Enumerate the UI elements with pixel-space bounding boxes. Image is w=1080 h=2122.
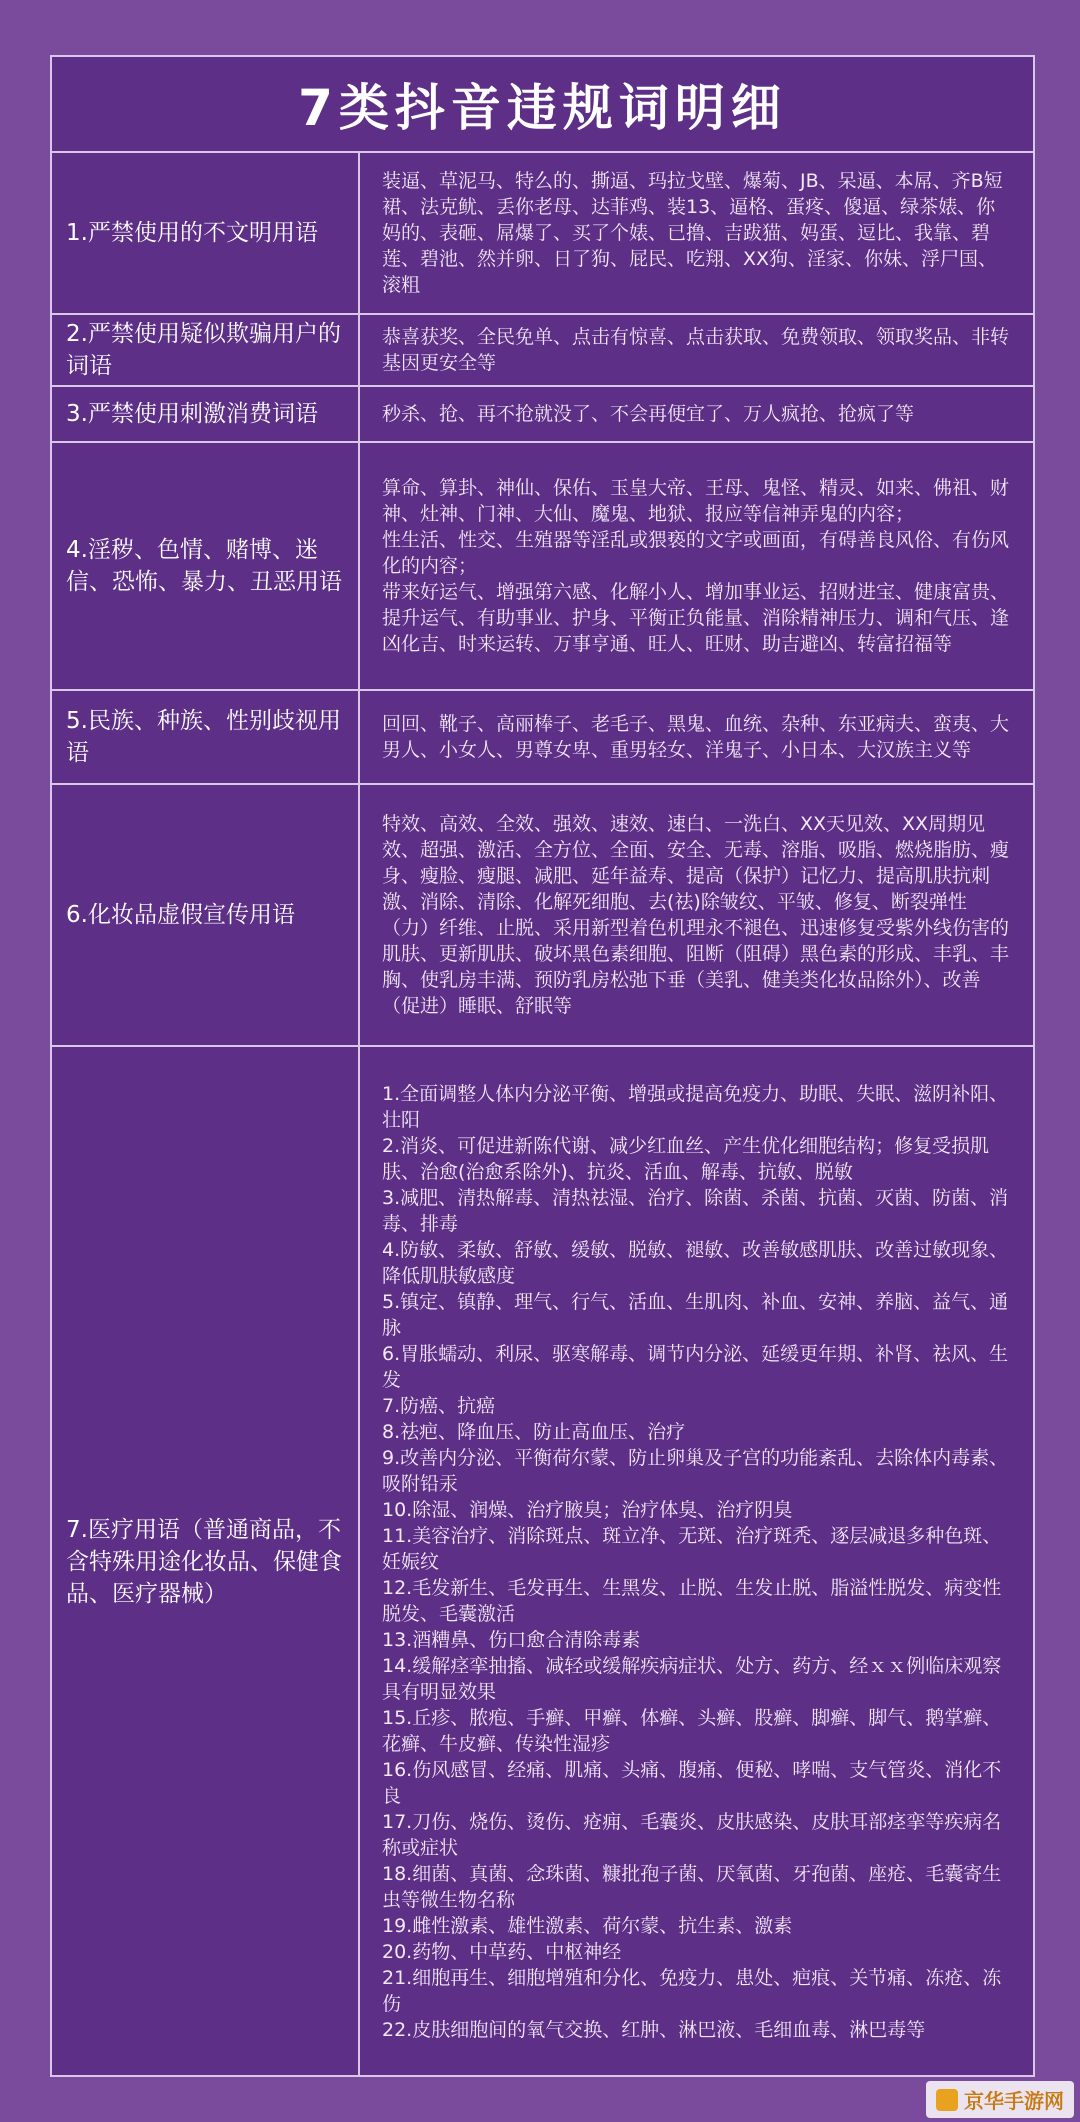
word-line: 12.毛发新生、毛发再生、生黑发、止脱、生发止脱、脂溢性脱发、病变性脱发、毛囊激活: [382, 1577, 1002, 1625]
word-line: 7.防癌、抗癌: [382, 1395, 496, 1417]
words-cell: [360, 153, 1033, 313]
word-line: 17.刀伤、烧伤、烫伤、疮痈、毛囊炎、皮肤感染、皮肤耳部痉挛等疾病名称或症状: [382, 1811, 1002, 1859]
word-line: 3.减肥、清热解毒、清热祛湿、治疗、除菌、杀菌、抗菌、灭菌、防菌、消毒、排毒: [382, 1187, 1009, 1235]
category-label: 1.严禁使用的不文明用语: [66, 220, 318, 246]
word-line: 22.皮肤细胞间的氧气交换、红肿、淋巴液、毛细血毒、淋巴毒等: [382, 2019, 926, 2041]
table-row: [52, 387, 1033, 443]
word-line: 9.改善内分泌、平衡荷尔蒙、防止卵巢及子宫的功能紊乱、去除体内毒素、吸附铅汞: [382, 1447, 1009, 1495]
word-line: 11.美容治疗、消除斑点、斑立净、无斑、治疗斑秃、逐层减退多种色斑、妊娠纹: [382, 1525, 1002, 1573]
word-line: 2.消炎、可促进新陈代谢、减少红血丝、产生优化细胞结构；修复受损肌肤、治愈(治愈系除外)、抗炎、活血、解毒、抗敏、脱敏: [382, 1135, 990, 1183]
words-cell: [360, 691, 1033, 783]
word-line: 16.伤风感冒、经痛、肌痛、头痛、腹痛、便秘、哮喘、支气管炎、消化不良: [382, 1759, 1002, 1807]
word-line: 15.丘疹、脓疱、手癣、甲癣、体癣、头癣、股癣、脚癣、脚气、鹅掌癣、花癣、牛皮癣、传染性湿疹: [382, 1707, 1002, 1755]
category-cell: [52, 443, 360, 689]
word-line: 18.细菌、真菌、念珠菌、糠批孢子菌、厌氧菌、牙孢菌、座疮、毛囊寄生虫等微生物名称: [382, 1863, 1002, 1911]
category-label: 6.化妆品虚假宣传用语: [66, 902, 295, 928]
page-title: 7类抖音违规词明细: [52, 57, 1033, 153]
category-cell: [52, 153, 360, 313]
category-cell: [52, 691, 360, 783]
word-line: 装逼、草泥马、特么的、撕逼、玛拉戈壁、爆菊、JB、呆逼、本屌、齐B短裙、法克鱿、丢你老母、达菲鸡、装13、逼格、蛋疼、傻逼、绿茶婊、你妈的、表砸、屌爆了、买了个婊、已撸、吉跋猫、妈蛋、逗比、我靠、碧莲、碧池、然并卵、日了狗、屁民、吃翔、XX狗、淫家、你妹、浮尸国、滚粗: [382, 170, 1003, 296]
word-line: 20.药物、中草药、中枢神经: [382, 1941, 622, 1963]
category-cell: [52, 387, 360, 441]
words-cell: [360, 785, 1033, 1045]
table-row: [52, 153, 1033, 315]
table-row: [52, 1047, 1033, 2077]
words-cell: [360, 1047, 1033, 2077]
category-cell: [52, 315, 360, 385]
word-line: 性生活、性交、生殖器等淫乱或猥亵的文字或画面，有碍善良风俗、有伤风化的内容；: [382, 529, 1010, 577]
table-row: [52, 691, 1033, 785]
table-row: [52, 785, 1033, 1047]
word-line: 1.全面调整人体内分泌平衡、增强或提高免疫力、助眠、失眠、滋阴补阳、壮阳: [382, 1083, 1009, 1131]
word-line: 回回、靴子、高丽棒子、老毛子、黑鬼、血统、杂种、东亚病夫、蛮夷、大男人、小女人、男尊女卑、重男轻女、洋鬼子、小日本、大汉族主义等: [382, 713, 1010, 761]
word-line: 6.胃胀蠕动、利尿、驱寒解毒、调节内分泌、延缓更年期、补肾、祛风、生发: [382, 1343, 1009, 1391]
words-cell: [360, 443, 1033, 689]
word-line: 特效、高效、全效、强效、速效、速白、一洗白、XX天见效、XX周期见效、超强、激活、全方位、全面、安全、无毒、溶脂、吸脂、燃烧脂肪、瘦身、瘦脸、瘦腿、减肥、延年益寿、提高（保护）记忆力、提高肌肤抗刺激、消除、清除、化解死细胞、去(祛)除皱纹、平皱、修复、断裂弹性（力）纤维、止脱、采用新型着色机理永不褪色、迅速修复受紫外线伤害的肌肤、更新肌肤、破坏黑色素细胞、阻断（阻碍）黑色素的形成、丰乳、丰胸、使乳房丰满、预防乳房松弛下垂（美乳、健美类化妆品除外）、改善（促进）睡眠、舒眠等: [382, 813, 1010, 1017]
watermark: [926, 2081, 1074, 2118]
table-body: [52, 153, 1033, 2077]
category-label: 5.民族、种族、性别歧视用语: [66, 708, 341, 766]
words-cell: [360, 315, 1033, 385]
category-label: 2.严禁使用疑似欺骗用户的词语: [66, 321, 341, 379]
word-line: 恭喜获奖、全民免单、点击有惊喜、点击获取、免费领取、领取奖品、非转基因更安全等: [382, 326, 1010, 374]
word-line: 4.防敏、柔敏、舒敏、缓敏、脱敏、褪敏、改善敏感肌肤、改善过敏现象、降低肌肤敏感度: [382, 1239, 1009, 1287]
category-cell: [52, 1047, 360, 2077]
words-cell: [360, 387, 1033, 441]
word-line: 算命、算卦、神仙、保佑、玉皇大帝、王母、鬼怪、精灵、如来、佛祖、财神、灶神、门神、大仙、魔鬼、地狱、报应等信神弄鬼的内容；: [382, 477, 1010, 525]
word-line: 13.酒糟鼻、伤口愈合清除毒素: [382, 1629, 641, 1651]
word-line: 14.缓解痉挛抽搐、减轻或缓解疾病症状、处方、药方、经ｘｘ例临床观察具有明显效果: [382, 1655, 1002, 1703]
word-line: 带来好运气、增强第六感、化解小人、增加事业运、招财进宝、健康富贵、提升运气、有助事业、护身、平衡正负能量、消除精神压力、调和气压、逢凶化吉、时来运转、万事亨通、旺人、旺财、助吉避凶、转富招福等: [382, 581, 1010, 655]
category-label: 4.淫秽、色情、赌博、迷信、恐怖、暴力、丑恶用语: [66, 537, 342, 595]
table: [50, 55, 1035, 2077]
table-row: [52, 315, 1033, 387]
category-label: 7.医疗用语（普通商品，不含特殊用途化妆品、保健食品、医疗器械）: [66, 1517, 342, 1607]
watermark-text: 京华手游网: [964, 2089, 1064, 2113]
word-line: 21.细胞再生、细胞增殖和分化、免疫力、患处、疤痕、关节痛、冻疮、冻伤: [382, 1967, 1002, 2015]
watermark-logo-icon: [936, 2089, 958, 2111]
word-line: 5.镇定、镇静、理气、行气、活血、生肌肉、补血、安神、养脑、益气、通脉: [382, 1291, 1009, 1339]
word-line: 10.除湿、润燥、治疗腋臭；治疗体臭、治疗阴臭: [382, 1499, 793, 1521]
table-row: [52, 443, 1033, 691]
category-cell: [52, 785, 360, 1045]
word-line: 19.雌性激素、雄性激素、荷尔蒙、抗生素、激素: [382, 1915, 793, 1937]
word-line: 8.祛疤、降血压、防止高血压、治疗: [382, 1421, 686, 1443]
category-label: 3.严禁使用刺激消费词语: [66, 401, 318, 427]
word-line: 秒杀、抢、再不抢就没了、不会再便宜了、万人疯抢、抢疯了等: [382, 403, 915, 425]
